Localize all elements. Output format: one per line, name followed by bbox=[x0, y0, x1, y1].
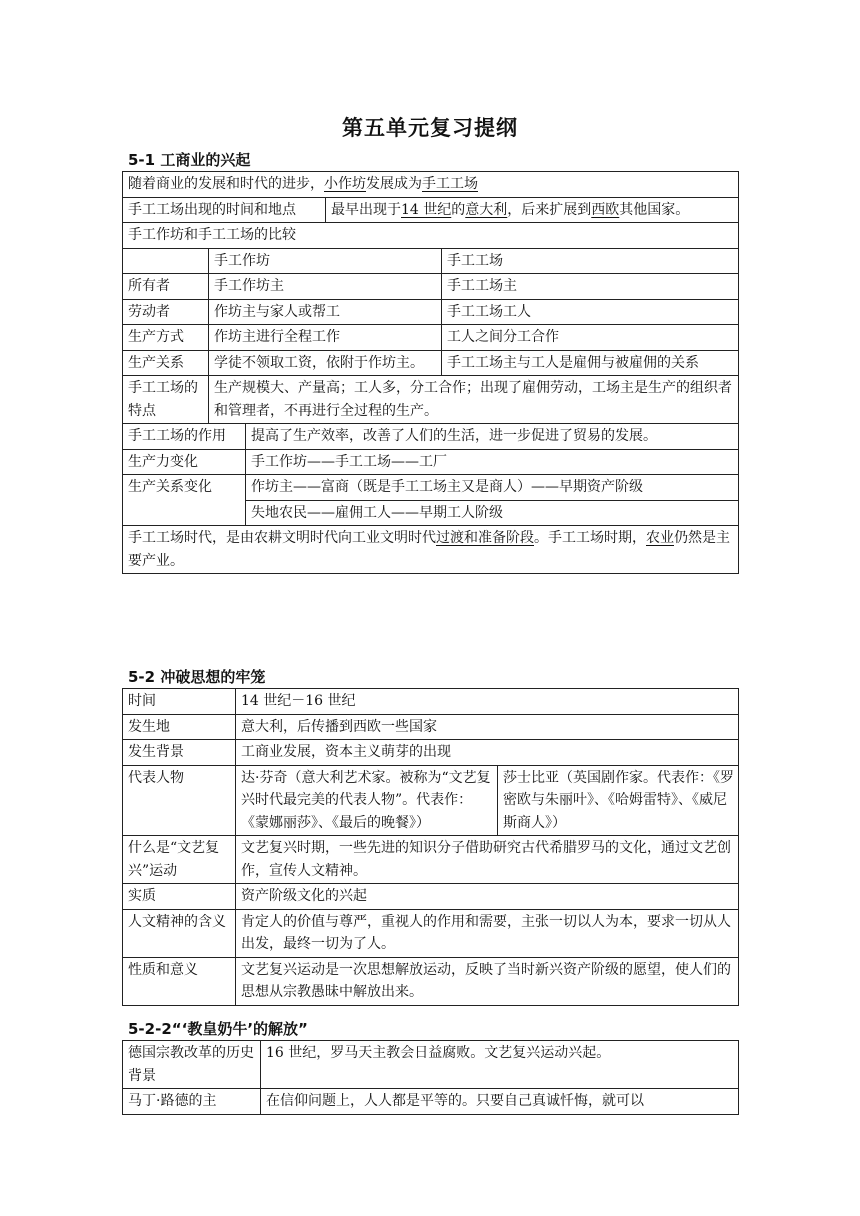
text: 手工工场时代，是由农耕文明时代向工业文明时代 bbox=[128, 530, 436, 546]
cell: 失地农民——雇佣工人——早期工人阶级 bbox=[246, 500, 739, 526]
table-row bbox=[123, 957, 739, 1005]
section-heading-5-2-2: 5-2-2“‘教皇奶牛’的解放” bbox=[128, 1020, 308, 1038]
cell: 手工工场主 bbox=[442, 274, 739, 300]
compare-header-workshop: 手工作坊 bbox=[209, 248, 442, 274]
table-row bbox=[123, 689, 739, 715]
table-row bbox=[123, 884, 739, 910]
section-heading-5-2: 5-2 冲破思想的牢笼 bbox=[128, 668, 266, 686]
compare-header-empty bbox=[123, 248, 209, 274]
text: 随着商业的发展和时代的进步， bbox=[128, 176, 324, 192]
row-label: 代表人物 bbox=[123, 765, 236, 836]
table-row bbox=[123, 526, 739, 574]
underlined-text: 小作坊 bbox=[324, 176, 366, 192]
text: 的 bbox=[451, 201, 466, 218]
cell: 手工工场工人 bbox=[442, 299, 739, 325]
row-label: 手工工场的作用 bbox=[123, 424, 246, 450]
table-row bbox=[123, 475, 739, 501]
text: 。手工工场时期， bbox=[534, 530, 646, 546]
cell: 提高了生产效率，改善了人们的生活，进一步促进了贸易的发展。 bbox=[246, 424, 739, 450]
cell: 作坊主进行全程工作 bbox=[209, 325, 442, 351]
section-heading-5-1: 5-1 工商业的兴起 bbox=[128, 151, 251, 169]
row-label: 什么是“文艺复兴”运动 bbox=[123, 836, 236, 884]
cell: 意大利，后传播到西欧一些国家 bbox=[236, 714, 739, 740]
table-row bbox=[123, 223, 739, 249]
table-row bbox=[123, 765, 739, 836]
cell: 文艺复兴运动是一次思想解放运动，反映了当时新兴资产阶级的愿望，使人们的思想从宗教愚昧中解放出来。 bbox=[236, 957, 739, 1005]
rep-shakespeare: 莎士比亚（英国剧作家。代表作：《罗密欧与朱丽叶》、《哈姆雷特》、《威尼斯商人》） bbox=[498, 765, 739, 836]
cell: 手工作坊主 bbox=[209, 274, 442, 300]
underlined-text: 过渡和准备阶段 bbox=[436, 530, 534, 546]
text: 其他国家。 bbox=[619, 201, 690, 218]
cell: 文艺复兴时期，一些先进的知识分子借助研究古代希腊罗马的文化，通过文艺创作，宣传人文精神。 bbox=[236, 836, 739, 884]
row-label: 手工工场的特点 bbox=[123, 376, 209, 424]
row-label: 发生背景 bbox=[123, 740, 236, 766]
table-row bbox=[123, 299, 739, 325]
table-row bbox=[123, 836, 739, 884]
cell: 作坊主与家人或帮工 bbox=[209, 299, 442, 325]
table-row bbox=[123, 350, 739, 376]
row-label: 生产关系 bbox=[123, 350, 209, 376]
cell: 手工工场主与工人是雇佣与被雇佣的关系 bbox=[442, 350, 739, 376]
row-label: 人文精神的含义 bbox=[123, 909, 236, 957]
cell: 工商业发展，资本主义萌芽的出现 bbox=[236, 740, 739, 766]
underlined-text: 14 世纪 bbox=[401, 201, 452, 218]
table-row bbox=[123, 424, 739, 450]
text: 最早出现于 bbox=[331, 201, 401, 218]
underlined-text: 手工工场 bbox=[422, 176, 478, 192]
table-5-1 bbox=[122, 171, 739, 574]
row-label: 所有者 bbox=[123, 274, 209, 300]
time-place-label: 手工工场出现的时间和地点 bbox=[123, 197, 326, 223]
cell: 作坊主——富商（既是手工工场主又是商人）——早期资产阶级 bbox=[246, 475, 739, 501]
row-label: 生产关系变化 bbox=[123, 475, 246, 526]
cell: 肯定人的价值与尊严，重视人的作用和需要，主张一切以人为本，要求一切从人出发，最终一切为了人。 bbox=[236, 909, 739, 957]
row-label: 性质和意义 bbox=[123, 957, 236, 1005]
cell: 手工作坊——手工工场——工厂 bbox=[246, 449, 739, 475]
table-row bbox=[123, 376, 739, 424]
row-label: 马丁·路德的主 bbox=[123, 1089, 261, 1115]
cell: 在信仰问题上，人人都是平等的。只要自己真诚忏悔，就可以 bbox=[261, 1089, 739, 1115]
row-label: 时间 bbox=[123, 689, 236, 715]
underlined-text: 西欧 bbox=[591, 201, 620, 218]
cell: 16 世纪，罗马天主教会日益腐败。文艺复兴运动兴起。 bbox=[261, 1041, 739, 1089]
text: 发展成为 bbox=[366, 176, 422, 192]
compare-header-factory: 手工工场 bbox=[442, 248, 739, 274]
row-label: 实质 bbox=[123, 884, 236, 910]
time-place-value bbox=[326, 197, 739, 223]
table-row bbox=[123, 909, 739, 957]
cell: 14 世纪－16 世纪 bbox=[236, 689, 739, 715]
table-row bbox=[123, 274, 739, 300]
table-5-2 bbox=[122, 688, 739, 1006]
table-row bbox=[123, 248, 739, 274]
table-row bbox=[123, 1041, 739, 1089]
row-label: 德国宗教改革的历史背景 bbox=[123, 1041, 261, 1089]
table-5-2-2 bbox=[122, 1040, 739, 1115]
row-label: 生产力变化 bbox=[123, 449, 246, 475]
row-label: 劳动者 bbox=[123, 299, 209, 325]
table-row bbox=[123, 325, 739, 351]
text: ，后来扩展到 bbox=[507, 201, 592, 218]
table-row bbox=[123, 740, 739, 766]
page-title: 第五单元复习提纲 bbox=[342, 116, 518, 140]
cell: 学徒不领取工资，依附于作坊主。 bbox=[209, 350, 442, 376]
rep-davinci: 达·芬奇（意大利艺术家。被称为“文艺复兴时代最完美的代表人物”。代表作：《蒙娜丽莎》、《最后的晚餐》） bbox=[236, 765, 498, 836]
conclusion-cell bbox=[123, 526, 739, 574]
cell: 工人之间分工合作 bbox=[442, 325, 739, 351]
cell: 资产阶级文化的兴起 bbox=[236, 884, 739, 910]
underlined-text: 农业 bbox=[646, 530, 674, 546]
cell: 生产规模大、产量高；工人多，分工合作；出现了雇佣劳动，工场主是生产的组织者和管理者，不再进行全过程的生产。 bbox=[209, 376, 739, 424]
table-row bbox=[123, 197, 739, 223]
intro-cell bbox=[123, 172, 739, 198]
row-label: 生产方式 bbox=[123, 325, 209, 351]
text: 仍然是主要产业。 bbox=[128, 530, 730, 569]
compare-title: 手工作坊和手工工场的比较 bbox=[123, 223, 739, 249]
table-row bbox=[123, 172, 739, 198]
underlined-text: 意大利 bbox=[465, 201, 508, 218]
table-row bbox=[123, 449, 739, 475]
table-row bbox=[123, 1089, 739, 1115]
table-row bbox=[123, 714, 739, 740]
row-label: 发生地 bbox=[123, 714, 236, 740]
